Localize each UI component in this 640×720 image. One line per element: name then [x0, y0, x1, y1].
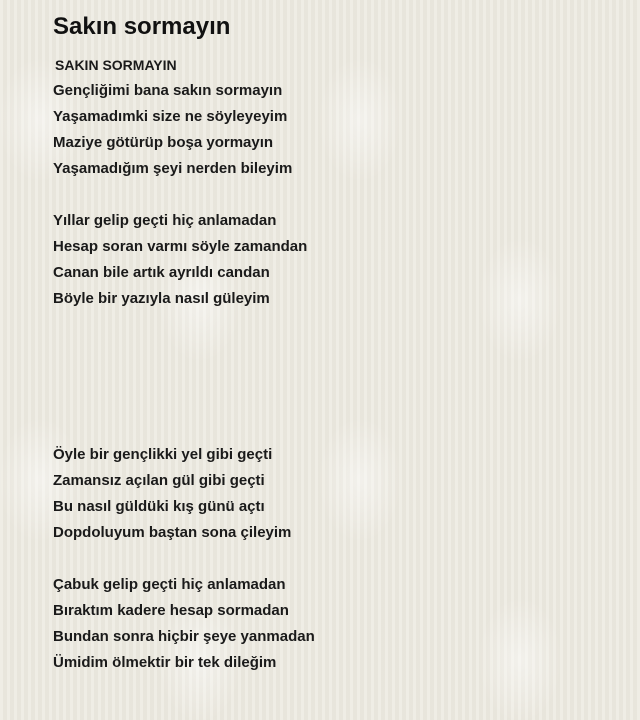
- poem-line: Çabuk gelip geçti hiç anlamadan: [53, 576, 286, 593]
- poem-line: Zamansız açılan gül gibi geçti: [53, 472, 265, 489]
- poem-line: Böyle bir yazıyla nasıl güleyim: [53, 290, 270, 307]
- stanza-3: [53, 442, 315, 546]
- stanza-4: [53, 572, 315, 676]
- stanza-2: [53, 208, 315, 312]
- poem-line: Hesap soran varmı söyle zamandan: [53, 238, 308, 255]
- poem-line: Bundan sonra hiçbir şeye yanmadan: [53, 628, 315, 645]
- stanza-gap: [53, 546, 315, 572]
- poem-line: Yaşamadımki size ne söyleyeyim: [53, 108, 288, 125]
- poem-line: Gençliğimi bana sakın sormayın: [53, 82, 283, 99]
- poem-line: Bıraktım kadere hesap sormadan: [53, 602, 289, 619]
- stanza-gap: [53, 182, 315, 208]
- poem-line: Dopdoluyum baştan sona çileyim: [53, 524, 292, 541]
- poem-body: [53, 52, 315, 676]
- poem-line: Yıllar gelip geçti hiç anlamadan: [53, 212, 277, 229]
- page-title: Sakın sormayın: [53, 13, 231, 40]
- poem-line: Bu nasıl güldüki kış günü açtı: [53, 498, 265, 515]
- stanza-1: [53, 78, 315, 182]
- poem-line: Canan bile artık ayrıldı candan: [53, 264, 270, 281]
- stanza-gap: [53, 312, 315, 442]
- poem-line: Ümidim ölmektir bir tek dileğim: [53, 654, 277, 671]
- poem-line: Maziye götürüp boşa yormayın: [53, 134, 274, 151]
- poem-line: Yaşamadığım şeyi nerden bileyim: [53, 160, 293, 177]
- poem-line: Öyle bir gençlikki yel gibi geçti: [53, 446, 273, 463]
- poem-heading: SAKIN SORMAYIN: [55, 57, 177, 73]
